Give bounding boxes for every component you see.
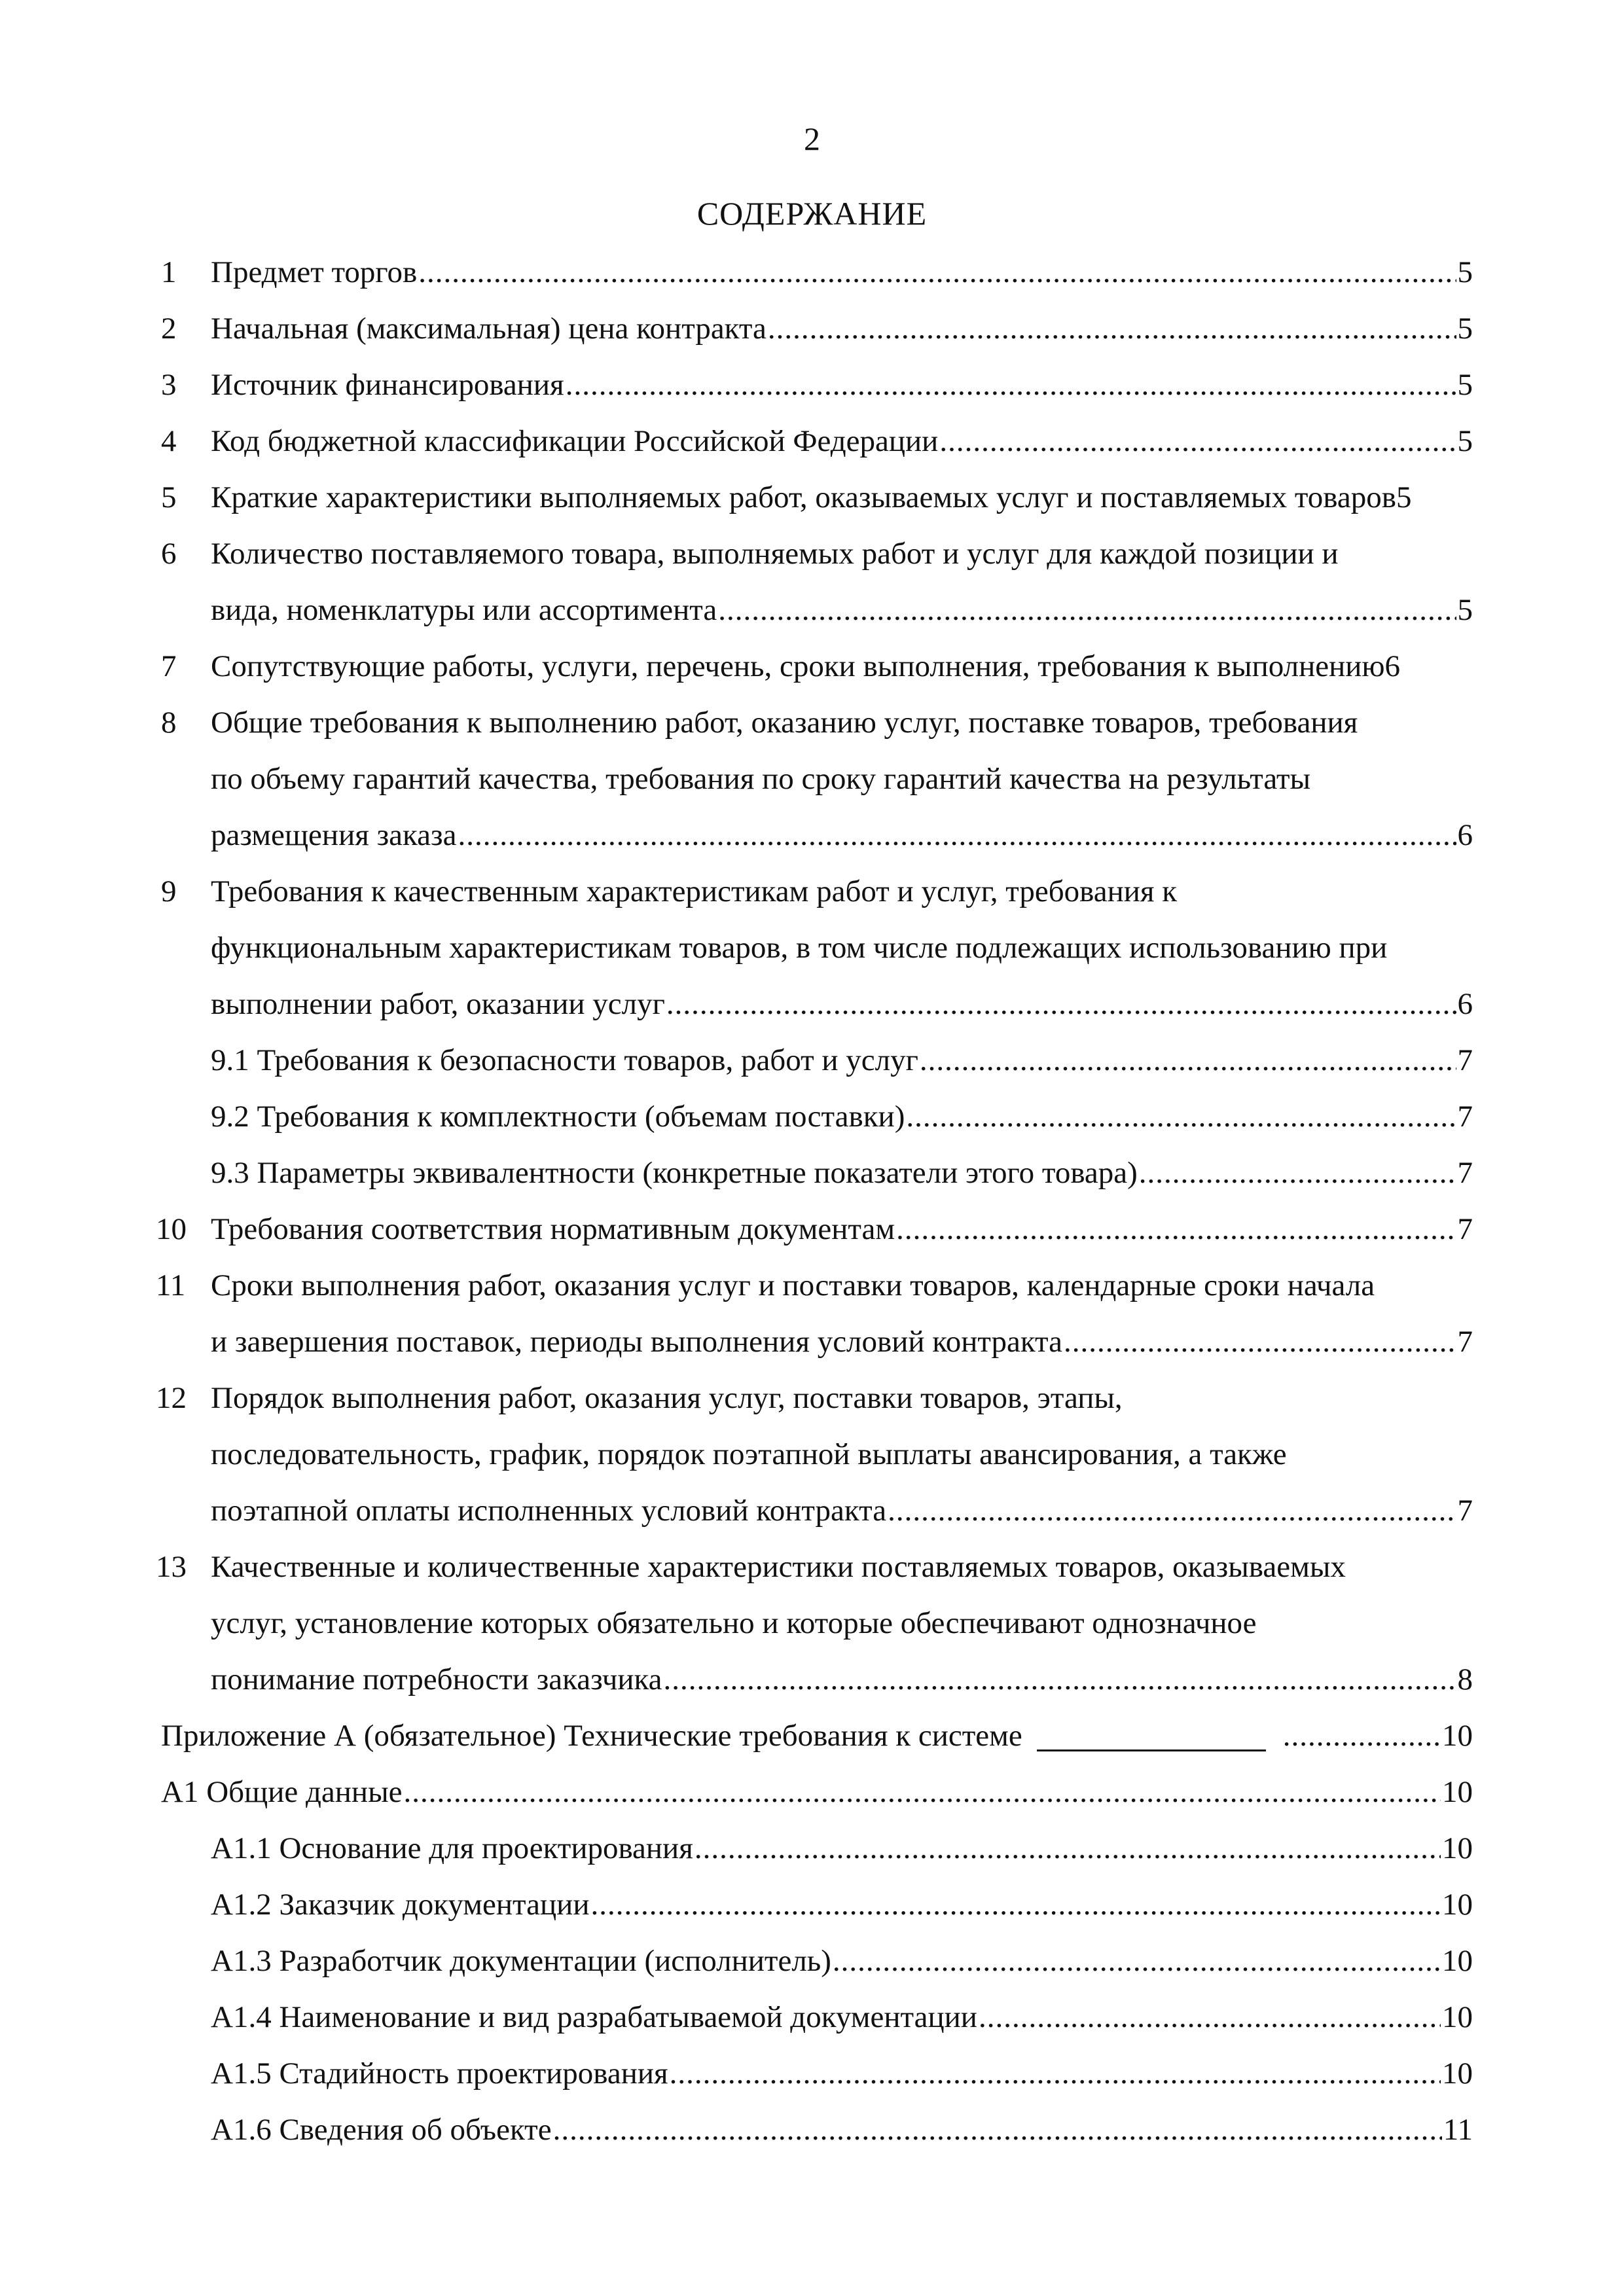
dot-leader xyxy=(979,1998,1441,2037)
toc-entry-line xyxy=(211,2054,1473,2093)
toc-page-number: 5 xyxy=(1457,368,1473,402)
toc-entry-text: 9.2 Требования к комплектности (объемам поставки) xyxy=(211,1100,905,1134)
toc-entry-line xyxy=(161,422,1473,461)
toc-entry-text: поэтапной оплаты исполненных условий контракта xyxy=(211,1494,887,1528)
toc-page-number: 5 xyxy=(1457,593,1473,627)
toc-entry-line xyxy=(211,984,1473,1024)
toc-entry-text: Требования соответствия нормативным документам xyxy=(211,1212,895,1246)
toc-entry-text: по объему гарантий качества, требования по сроку гарантий качества на результаты xyxy=(211,762,1311,796)
toc-entry-text: вида, номенклатуры или ассортимента xyxy=(211,593,717,627)
toc-page-number: 6 xyxy=(1457,987,1473,1021)
toc-entry-line xyxy=(156,1547,1473,1587)
toc-page-number: 7 xyxy=(1457,1100,1473,1134)
toc-page-number: 10 xyxy=(1442,2056,1473,2090)
toc-page-number: 5 xyxy=(1396,480,1412,514)
page-number: 2 xyxy=(804,120,820,157)
dot-leader xyxy=(1064,1322,1456,1361)
dot-leader xyxy=(666,984,1456,1024)
toc-entry-number: 8 xyxy=(161,706,177,740)
toc-entry-line xyxy=(161,1716,1473,1755)
toc-entry-text: Источник финансирования xyxy=(211,368,564,402)
toc-entry-text: услуг, установление которых обязательно и которые обеспечивают однозначное xyxy=(211,1606,1257,1640)
toc-entry-line xyxy=(211,1829,1473,1868)
toc-page-number: 7 xyxy=(1457,1156,1473,1190)
toc-entry-text: 9.3 Параметры эквивалентности (конкретные показатели этого товара) xyxy=(211,1156,1138,1190)
dot-leader xyxy=(695,1829,1441,1868)
toc-page-number: 7 xyxy=(1457,1212,1473,1246)
toc-entry-text: А1.2 Заказчик документации xyxy=(211,1888,590,1922)
toc-page-number: 6 xyxy=(1457,818,1473,852)
dot-leader xyxy=(404,1772,1441,1812)
toc-entry-text: Сроки выполнения работ, оказания услуг и поставки товаров, календарные сроки начала xyxy=(211,1268,1375,1302)
toc-entry-text: Количество поставляемого товара, выполняемых работ и услуг для каждой позиции и xyxy=(211,537,1339,571)
toc-entry-line xyxy=(211,816,1473,855)
toc-entry-text: Общие требования к выполнению работ, оказанию услуг, поставке товаров, требования xyxy=(211,706,1358,740)
fill-in-blank xyxy=(1037,1749,1266,1751)
toc-page-number: 7 xyxy=(1457,1043,1473,1077)
toc-title: СОДЕРЖАНИЕ xyxy=(696,195,928,232)
dot-leader xyxy=(566,365,1456,404)
toc-entry-line xyxy=(211,2110,1473,2149)
dot-leader xyxy=(896,1210,1456,1249)
toc-entry-line xyxy=(211,590,1473,630)
toc-entry-line xyxy=(156,1378,1473,1418)
toc-entry-text: 9.1 Требования к безопасности товаров, работ и услуг xyxy=(211,1043,918,1077)
toc-entry-text: А1.6 Сведения об объекте xyxy=(211,2113,552,2147)
toc-entry-text: А1.4 Наименование и вид разрабатываемой документации xyxy=(211,2000,977,2034)
toc-entry-line xyxy=(211,928,1473,967)
toc-page-number: 6 xyxy=(1384,649,1401,683)
dot-leader xyxy=(670,2054,1441,2093)
toc-page-number: 10 xyxy=(1442,2000,1473,2034)
toc-entry-line xyxy=(161,703,1473,742)
toc-entry-line xyxy=(156,1210,1473,1249)
toc-entry-line xyxy=(161,365,1473,404)
toc-entry-number: 10 xyxy=(156,1212,187,1246)
toc-entry-text: А1.5 Стадийность проектирования xyxy=(211,2056,668,2090)
toc-entry-text: функциональным характеристикам товаров, в том числе подлежащих использованию при xyxy=(211,931,1388,965)
toc-entry-line xyxy=(211,1322,1473,1361)
toc-entry-number: 3 xyxy=(161,368,177,402)
toc-entry-text: Код бюджетной классификации Российской Федерации xyxy=(211,424,939,458)
toc-entry-number: 4 xyxy=(161,424,177,458)
dot-leader xyxy=(833,1941,1441,1981)
dot-leader xyxy=(1139,1153,1456,1193)
toc-page-number: 7 xyxy=(1457,1494,1473,1528)
toc-entry-text: понимание потребности заказчика xyxy=(211,1662,662,1696)
toc-entry-number: 12 xyxy=(156,1381,187,1415)
toc-entry-text: А1.1 Основание для проектирования xyxy=(211,1831,693,1865)
toc-entry-line xyxy=(161,872,1473,911)
dot-leader xyxy=(553,2110,1442,2149)
toc-entry-number: 6 xyxy=(161,537,177,571)
toc-page-number: 10 xyxy=(1442,1888,1473,1922)
toc-entry-number: 2 xyxy=(161,312,177,346)
dot-leader xyxy=(664,1660,1456,1699)
toc-page-number: 10 xyxy=(1442,1719,1473,1753)
toc-entry-line xyxy=(211,759,1473,798)
toc-entry-text: Сопутствующие работы, услуги, перечень, сроки выполнения, требования к выполнению xyxy=(211,649,1385,683)
toc-page-number: 5 xyxy=(1457,255,1473,289)
toc-page-number: 8 xyxy=(1457,1662,1473,1696)
toc-entry-number: 11 xyxy=(156,1268,186,1302)
toc-entry-text: А1 Общие данные xyxy=(161,1775,403,1809)
toc-entry-number: 7 xyxy=(161,649,177,683)
toc-page-number: 7 xyxy=(1457,1325,1473,1359)
toc-entry-number: 9 xyxy=(161,874,177,908)
toc-entry-text: Качественные и количественные характеристики поставляемых товаров, оказываемых xyxy=(211,1550,1346,1584)
toc-entry-line xyxy=(156,1266,1473,1305)
toc-entry-text: Начальная (максимальная) цена контракта xyxy=(211,312,767,346)
toc-page-number: 10 xyxy=(1442,1775,1473,1809)
toc-entry-line xyxy=(161,647,1473,686)
dot-leader xyxy=(920,1041,1456,1080)
toc-entry-line xyxy=(211,1604,1473,1643)
toc-entry-line xyxy=(211,1660,1473,1699)
toc-entry-line xyxy=(211,1941,1473,1981)
dot-leader xyxy=(906,1097,1456,1136)
toc-page-number: 11 xyxy=(1443,2113,1473,2147)
toc-entry-line xyxy=(161,478,1473,517)
toc-entry-text: размещения заказа xyxy=(211,818,457,852)
toc-entry-text: Предмет торгов xyxy=(211,255,418,289)
toc-entry-text: А1.3 Разработчик документации (исполнитель) xyxy=(211,1944,831,1978)
toc-entry-text: Краткие характеристики выполняемых работ, оказываемых услуг и поставляемых товаров xyxy=(211,480,1396,514)
toc-entry-line xyxy=(211,1998,1473,2037)
toc-entry-number: 1 xyxy=(161,255,177,289)
toc-entry-line xyxy=(211,1491,1473,1530)
dot-leader xyxy=(939,422,1456,461)
toc-entry-number: 5 xyxy=(161,480,177,514)
toc-entry-text: последовательность, график, порядок поэтапной выплаты авансирования, а также xyxy=(211,1437,1287,1471)
toc-entry-line xyxy=(211,1041,1473,1080)
dot-leader xyxy=(458,816,1456,855)
toc-entry-line xyxy=(161,253,1473,292)
dot-leader xyxy=(718,590,1456,630)
toc-page-number: 5 xyxy=(1457,424,1473,458)
toc-entry-text: и завершения поставок, периоды выполнения условий контракта xyxy=(211,1325,1063,1359)
toc-entry-line xyxy=(211,1097,1473,1136)
toc-entry-text: Требования к качественным характеристикам работ и услуг, требования к xyxy=(211,874,1178,908)
toc-entry-text: Порядок выполнения работ, оказания услуг, поставки товаров, этапы, xyxy=(211,1381,1123,1415)
dot-leader xyxy=(768,309,1456,348)
toc-entry-text: Приложение А (обязательное) Технические требования к системе xyxy=(161,1719,1022,1753)
dot-leader xyxy=(1283,1716,1441,1755)
toc-page-number: 10 xyxy=(1442,1944,1473,1978)
toc-page-number: 10 xyxy=(1442,1831,1473,1865)
dot-leader xyxy=(888,1491,1456,1530)
toc-entry-line xyxy=(161,1772,1473,1812)
toc-entry-line xyxy=(211,1153,1473,1193)
toc-entry-line xyxy=(161,309,1473,348)
toc-entry-line xyxy=(161,534,1473,573)
toc-entry-text: выполнении работ, оказании услуг xyxy=(211,987,665,1021)
toc-entry-line xyxy=(211,1435,1473,1474)
toc-entry-line xyxy=(211,1885,1473,1924)
toc-entry-number: 13 xyxy=(156,1550,187,1584)
dot-leader xyxy=(590,1885,1441,1924)
dot-leader xyxy=(418,253,1456,292)
toc-page-number: 5 xyxy=(1457,312,1473,346)
